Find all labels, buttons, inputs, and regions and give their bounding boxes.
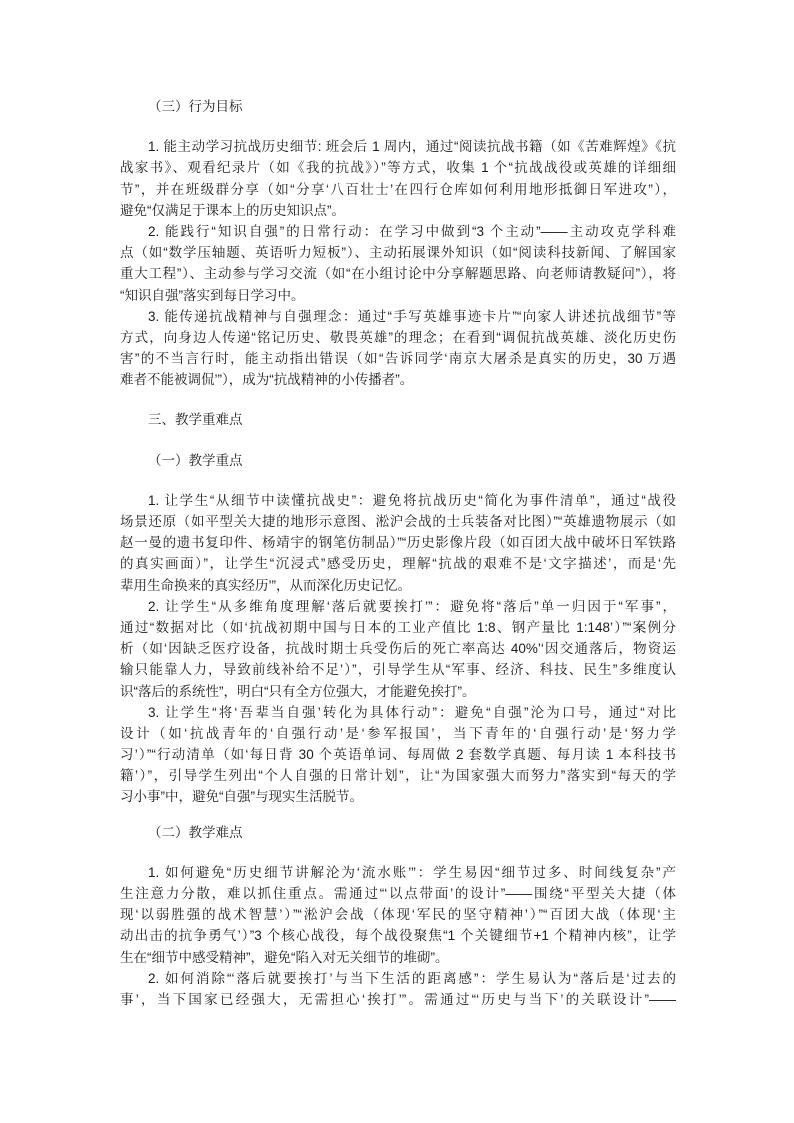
behavior-goal-item-2	[120, 221, 676, 306]
heading-difficult-points: （二）教学难点	[148, 824, 243, 840]
text-line: 识“落后的系统性”，明白“只有全方位强大，才能避免挨打”。	[120, 683, 476, 699]
text-line: 2. 能践行“知识自强”的日常行动：在学习中做到“3 个主动”——主动攻克学科难	[148, 223, 676, 239]
difficult-point-item-1	[120, 862, 676, 968]
heading-behavior-goals: （三）行为目标	[148, 99, 243, 114]
document-page	[120, 96, 676, 1010]
text-line: 生在“细节中感受精神”，避免“陷入对无关细节的堆砌”。	[120, 949, 449, 965]
text-line: 析（如‘因缺乏医疗设备，抗战时期士兵受伤后的死亡率高达 40%’‘因交通落后，物资运	[120, 641, 676, 657]
text-line: 通过“数据对比（如‘抗战初期中国与日本的工业产值比 1:8、钢产量比 1:148’）”“案例分	[120, 619, 676, 635]
heading-key-points: （一）教学重点	[148, 452, 243, 468]
text-line: 2. 让学生“从多维角度理解‘落后就要挨打’”：避免将“落后”单一归因于“军事”，	[148, 598, 676, 614]
text-line: 的真实画面）”，让学生“沉浸式”感受历史，理解“抗战的艰难不是‘文字描述’，而是‘先	[120, 556, 676, 572]
text-line: 输只能靠人力，导致前线补给不足’）”，引导学生从“军事、经济、科技、民生”多维度认	[120, 662, 676, 678]
key-point-item-2	[120, 596, 676, 702]
text-line: 习’）”“行动清单（如‘每日背 30 个英语单词、每周做 2 套数学真题、每月读 1 本科技书	[120, 747, 676, 763]
text-line: 生注意力分散，难以抓住重点。需通过“‘以点带面’的设计”——围绕“平型关大捷（体	[120, 886, 676, 901]
key-point-item-3	[120, 702, 676, 808]
text-line: 设计（如‘抗战青年的‘自强行动’是‘参军报国’，当下青年的‘自强行动’是‘努力学	[120, 725, 676, 741]
text-line: 籍’）”，引导学生列出“个人自强的日常计划”，让“为国家强大而努力”落实到“每天的学	[120, 768, 676, 784]
text-line: 1. 让学生“从细节中读懂抗战史”：避免将抗战历史“简化为事件清单”，通过“战役	[148, 492, 676, 508]
text-line: 节”，并在班级群分享（如“分享‘八百壮士’在四行仓库如何利用地形抵御日军进攻”），	[120, 181, 676, 197]
text-line: 动出击的抗争勇气’）”3 个核心战役，每个战役聚焦“1 个关键细节+1 个精神内核”，让学	[120, 928, 676, 944]
text-line: 现‘以弱胜强的战术智慧’）”“淞沪会战（体现‘军民的坚守精神’）”“百团大战（体现‘主	[120, 907, 676, 923]
text-line: 1. 如何避免“历史细节讲解沦为‘流水账’”：学生易因“细节过多、时间线复杂”产	[148, 864, 676, 880]
text-line: 辈用生命换来的真实经历’”，从而深化历史记忆。	[120, 577, 411, 593]
text-line: 场景还原（如平型关大捷的地形示意图、淞沪会战的士兵装备对比图）”“英雄遗物展示（如	[120, 514, 676, 529]
text-line: 战家书》、观看纪录片（如《我的抗战》）”等方式，收集 1 个“抗战战役或英雄的详细细	[120, 160, 676, 176]
text-line: 赵一曼的遗书复印件、杨靖宇的钢笔仿制品）”“历史影像片段（如百团大战中破坏日军铁路	[120, 535, 676, 551]
behavior-goal-item-1	[120, 136, 676, 221]
text-line: 3. 让学生“将‘吾辈当自强’转化为具体行动”：避免“自强”沦为口号，通过“对比	[148, 704, 676, 720]
text-line: 难者不能被调侃’”），成为“抗战精神的小传播者”。	[120, 372, 414, 388]
text-line: 避免“仅满足于课本上的历史知识点”。	[120, 202, 345, 218]
key-point-item-1	[120, 490, 676, 596]
text-line: 重大工程”）、主动参与学习交流（如“在小组讨论中分享解题思路、向老师请教疑问”），将	[120, 266, 676, 282]
text-line: 习小事”中，避免“自强”与现实生活脱节。	[120, 789, 363, 805]
text-line: 3. 能传递抗战精神与自强理念：通过“手写英雄事迹卡片”“向家人讲述抗战细节”等	[148, 308, 676, 324]
behavior-goal-item-3	[120, 306, 676, 391]
text-line: 1. 能主动学习抗战历史细节: 班会后 1 周内，通过“阅读抗战书籍（如《苦难辉煌》《抗	[148, 139, 676, 155]
text-line: “知识自强”落实到每日学习中。	[120, 287, 305, 303]
text-line: 2. 如何消除“‘落后就要挨打’与当下生活的距离感”：学生易认为“落后是‘过去的	[148, 970, 676, 986]
difficult-point-item-2	[120, 968, 676, 1010]
text-line: 点（如“数学压轴题、英语听力短板”）、主动拓展课外知识（如“阅读科技新闻、了解国家	[120, 245, 676, 261]
heading-teaching-focus: 三、教学重难点	[148, 412, 243, 428]
text-line: 害”的不当言行时，能主动指出错误（如“告诉同学‘南京大屠杀是真实的历史，30 万遇	[120, 351, 676, 367]
text-line: 方式，向身边人传递“铭记历史、敬畏英雄”的理念；在看到“调侃抗战英雄、淡化历史伤	[120, 329, 676, 345]
text-line: 事’，当下国家已经强大，无需担心‘挨打’”。需通过“‘历史与当下’的关联设计”——	[120, 991, 676, 1007]
